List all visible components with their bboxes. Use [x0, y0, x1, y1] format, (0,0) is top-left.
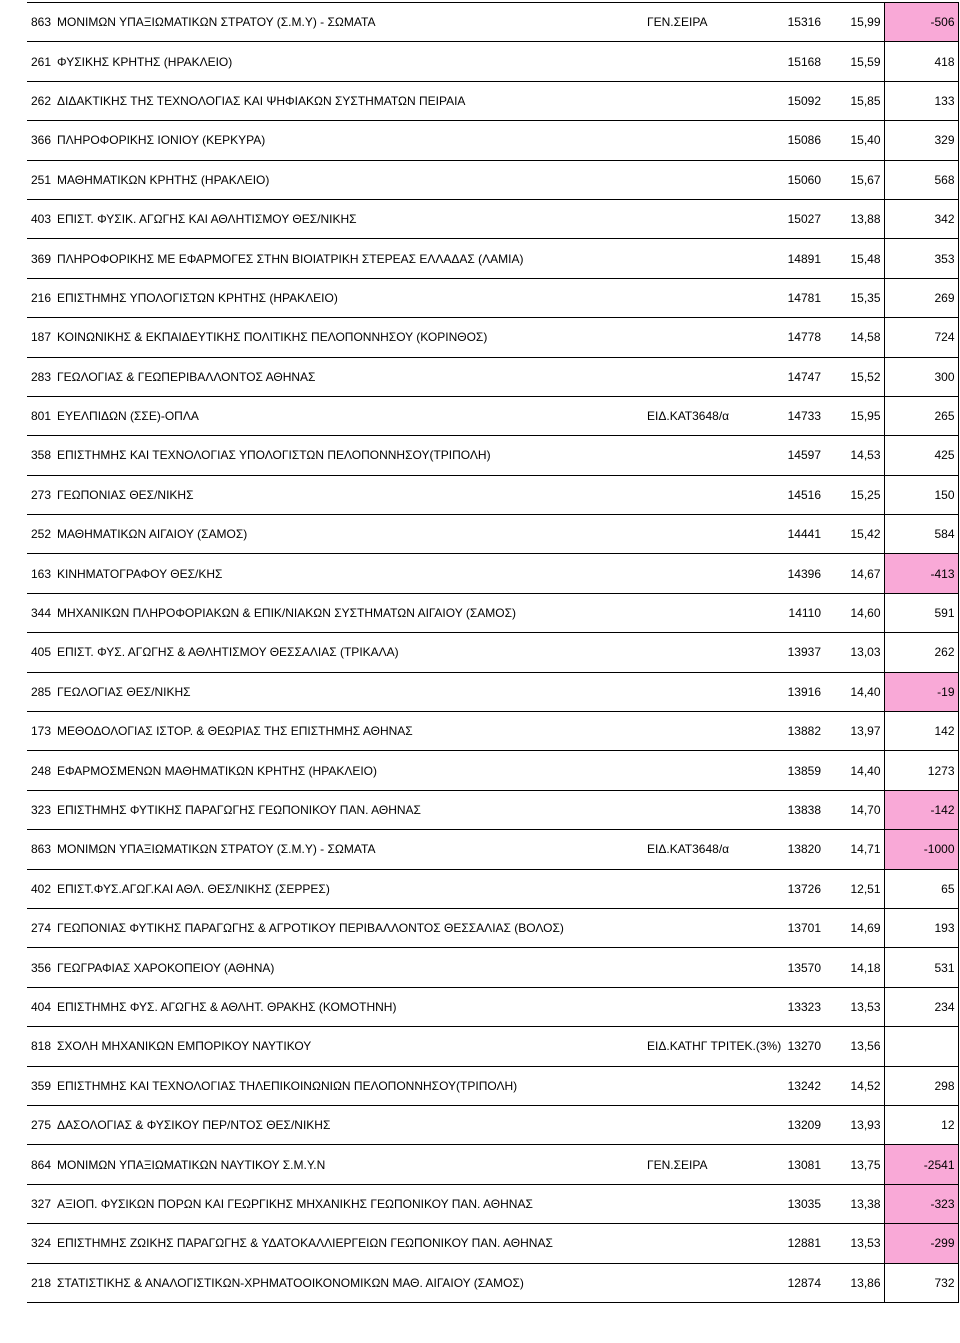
- department-code: 285: [27, 672, 54, 711]
- base-score: 13726: [764, 869, 824, 908]
- base-score: 12881: [764, 1224, 824, 1263]
- score-change: 300: [884, 357, 958, 396]
- weighted-grade: 14,69: [824, 908, 884, 947]
- weighted-grade: 13,56: [824, 1027, 884, 1066]
- department-name: ΓΕΩΛΟΓΙΑΣ ΘΕΣ/ΝΙΚΗΣ: [54, 672, 644, 711]
- table-row: [27, 1027, 958, 1066]
- score-change: 568: [884, 160, 958, 199]
- department-code: 405: [27, 633, 54, 672]
- admission-category: [644, 554, 764, 593]
- department-code: 403: [27, 199, 54, 238]
- score-change: -1000: [884, 830, 958, 869]
- score-change: 353: [884, 239, 958, 278]
- score-change: 418: [884, 42, 958, 81]
- base-score: 14396: [764, 554, 824, 593]
- base-score: 13081: [764, 1145, 824, 1184]
- table-row: [27, 948, 958, 987]
- table-row: [27, 987, 958, 1026]
- department-name: ΕΠΙΣΤΗΜΗΣ ΖΩΙΚΗΣ ΠΑΡΑΓΩΓΗΣ & ΥΔΑΤΟΚΑΛΛΙΕΡΓΕΙΩΝ ΓΕΩΠΟΝΙΚΟΥ ΠΑΝ. ΑΘΗΝΑΣ: [54, 1224, 644, 1263]
- weighted-grade: 13,86: [824, 1263, 884, 1302]
- base-score: 14747: [764, 357, 824, 396]
- table-row: [27, 357, 958, 396]
- department-code: 801: [27, 396, 54, 435]
- table-row: [27, 672, 958, 711]
- weighted-grade: 15,67: [824, 160, 884, 199]
- base-score: 13937: [764, 633, 824, 672]
- weighted-grade: 14,18: [824, 948, 884, 987]
- department-code: 261: [27, 42, 54, 81]
- score-change: 265: [884, 396, 958, 435]
- admission-category: ΓΕΝ.ΣΕΙΡΑ: [644, 3, 764, 42]
- department-code: 344: [27, 593, 54, 632]
- weighted-grade: 14,40: [824, 672, 884, 711]
- score-change: 425: [884, 436, 958, 475]
- score-change: -413: [884, 554, 958, 593]
- department-name: ΜΕΘΟΔΟΛΟΓΙΑΣ ΙΣΤΟΡ. & ΘΕΩΡΙΑΣ ΤΗΣ ΕΠΙΣΤΗΜΗΣ ΑΘΗΝΑΣ: [54, 712, 644, 751]
- department-code: 218: [27, 1263, 54, 1302]
- admission-category: [644, 987, 764, 1026]
- admission-category: [644, 948, 764, 987]
- base-score: 14516: [764, 475, 824, 514]
- table-row: [27, 751, 958, 790]
- department-name: ΕΠΙΣΤΗΜΗΣ ΥΠΟΛΟΓΙΣΤΩΝ ΚΡΗΤΗΣ (ΗΡΑΚΛΕΙΟ): [54, 278, 644, 317]
- score-change: -142: [884, 790, 958, 829]
- admission-category: [644, 436, 764, 475]
- admission-category: [644, 81, 764, 120]
- weighted-grade: 14,53: [824, 436, 884, 475]
- table-row: [27, 790, 958, 829]
- department-code: 262: [27, 81, 54, 120]
- department-name: ΜΟΝΙΜΩΝ ΥΠΑΞΙΩΜΑΤΙΚΩΝ ΣΤΡΑΤΟΥ (Σ.Μ.Υ) - ΣΩΜΑΤΑ: [54, 830, 644, 869]
- weighted-grade: 14,71: [824, 830, 884, 869]
- department-name: ΣΤΑΤΙΣΤΙΚΗΣ & ΑΝΑΛΟΓΙΣΤΙΚΩΝ-ΧΡΗΜΑΤΟΟΙΚΟΝΟΜΙΚΩΝ ΜΑΘ. ΑΙΓΑΙΟΥ (ΣΑΜΟΣ): [54, 1263, 644, 1302]
- weighted-grade: 13,93: [824, 1105, 884, 1144]
- admission-category: [644, 593, 764, 632]
- admission-category: [644, 121, 764, 160]
- department-name: ΦΥΣΙΚΗΣ ΚΡΗΤΗΣ (ΗΡΑΚΛΕΙΟ): [54, 42, 644, 81]
- department-code: 324: [27, 1224, 54, 1263]
- results-table-body: [27, 3, 958, 1303]
- base-score: 13270: [764, 1027, 824, 1066]
- weighted-grade: 14,58: [824, 318, 884, 357]
- score-change: 298: [884, 1066, 958, 1105]
- admission-category: [644, 515, 764, 554]
- department-name: ΕΠΙΣΤ.ΦΥΣ.ΑΓΩΓ.ΚΑΙ ΑΘΛ. ΘΕΣ/ΝΙΚΗΣ (ΣΕΡΡΕΣ): [54, 869, 644, 908]
- weighted-grade: 12,51: [824, 869, 884, 908]
- weighted-grade: 13,53: [824, 987, 884, 1026]
- department-code: 366: [27, 121, 54, 160]
- base-score: 15027: [764, 199, 824, 238]
- base-score: 14110: [764, 593, 824, 632]
- admission-category: [644, 475, 764, 514]
- department-name: ΓΕΩΠΟΝΙΑΣ ΘΕΣ/ΝΙΚΗΣ: [54, 475, 644, 514]
- admission-category: ΕΙΔ.ΚΑΤ3648/α: [644, 830, 764, 869]
- weighted-grade: 13,75: [824, 1145, 884, 1184]
- base-score: 13859: [764, 751, 824, 790]
- table-row: [27, 1263, 958, 1302]
- table-row: [27, 633, 958, 672]
- table-row: [27, 318, 958, 357]
- base-score: 15316: [764, 3, 824, 42]
- admission-category: [644, 1105, 764, 1144]
- score-change: 1273: [884, 751, 958, 790]
- score-change: 724: [884, 318, 958, 357]
- base-score: 15060: [764, 160, 824, 199]
- department-name: ΜΑΘΗΜΑΤΙΚΩΝ ΚΡΗΤΗΣ (ΗΡΑΚΛΕΙΟ): [54, 160, 644, 199]
- department-name: ΓΕΩΛΟΓΙΑΣ & ΓΕΩΠΕΡΙΒΑΛΛΟΝΤΟΣ ΑΘΗΝΑΣ: [54, 357, 644, 396]
- base-score: 14733: [764, 396, 824, 435]
- base-score: 15092: [764, 81, 824, 120]
- department-name: ΚΟΙΝΩΝΙΚΗΣ & ΕΚΠΑΙΔΕΥΤΙΚΗΣ ΠΟΛΙΤΙΚΗΣ ΠΕΛΟΠΟΝΝΗΣΟΥ (ΚΟΡΙΝΘΟΣ): [54, 318, 644, 357]
- department-name: ΠΛΗΡΟΦΟΡΙΚΗΣ ΜΕ ΕΦΑΡΜΟΓΕΣ ΣΤΗΝ ΒΙΟΙΑΤΡΙΚΗ ΣΤΕΡΕΑΣ ΕΛΛΑΔΑΣ (ΛΑΜΙΑ): [54, 239, 644, 278]
- department-name: ΜΑΘΗΜΑΤΙΚΩΝ ΑΙΓΑΙΟΥ (ΣΑΜΟΣ): [54, 515, 644, 554]
- department-name: ΕΠΙΣΤΗΜΗΣ ΦΥΣ. ΑΓΩΓΗΣ & ΑΘΛΗΤ. ΘΡΑΚΗΣ (ΚΟΜΟΤΗΝΗ): [54, 987, 644, 1026]
- weighted-grade: 15,99: [824, 3, 884, 42]
- department-name: ΑΞΙΟΠ. ΦΥΣΙΚΩΝ ΠΟΡΩΝ ΚΑΙ ΓΕΩΡΓΙΚΗΣ ΜΗΧΑΝΙΚΗΣ ΓΕΩΠΟΝΙΚΟΥ ΠΑΝ. ΑΘΗΝΑΣ: [54, 1184, 644, 1223]
- admission-category: [644, 712, 764, 751]
- department-name: ΜΟΝΙΜΩΝ ΥΠΑΞΙΩΜΑΤΙΚΩΝ ΣΤΡΑΤΟΥ (Σ.Μ.Υ) - ΣΩΜΑΤΑ: [54, 3, 644, 42]
- weighted-grade: 14,70: [824, 790, 884, 829]
- table-row: [27, 3, 958, 42]
- results-table: [27, 2, 959, 1303]
- base-score: 13820: [764, 830, 824, 869]
- weighted-grade: 13,38: [824, 1184, 884, 1223]
- base-score: 14778: [764, 318, 824, 357]
- table-row: [27, 869, 958, 908]
- department-code: 818: [27, 1027, 54, 1066]
- base-score: 14781: [764, 278, 824, 317]
- table-row: [27, 121, 958, 160]
- department-code: 327: [27, 1184, 54, 1223]
- base-score: 13882: [764, 712, 824, 751]
- base-score: 13701: [764, 908, 824, 947]
- admission-category: [644, 278, 764, 317]
- admission-category: [644, 869, 764, 908]
- weighted-grade: 14,52: [824, 1066, 884, 1105]
- score-change: 262: [884, 633, 958, 672]
- admission-category: [644, 633, 764, 672]
- admission-category: [644, 790, 764, 829]
- base-score: 13570: [764, 948, 824, 987]
- weighted-grade: 15,59: [824, 42, 884, 81]
- score-change: 584: [884, 515, 958, 554]
- department-name: ΕΥΕΛΠΙΔΩΝ (ΣΣΕ)-ΟΠΛΑ: [54, 396, 644, 435]
- score-change: 329: [884, 121, 958, 160]
- department-code: 356: [27, 948, 54, 987]
- table-row: [27, 475, 958, 514]
- admission-category: [644, 239, 764, 278]
- score-change: [884, 1027, 958, 1066]
- department-code: 283: [27, 357, 54, 396]
- table-row: [27, 1145, 958, 1184]
- admission-category: [644, 160, 764, 199]
- table-row: [27, 712, 958, 751]
- table-row: [27, 515, 958, 554]
- admission-category: [644, 318, 764, 357]
- department-name: ΕΠΙΣΤ. ΦΥΣΙΚ. ΑΓΩΓΗΣ ΚΑΙ ΑΘΛΗΤΙΣΜΟΥ ΘΕΣ/ΝΙΚΗΣ: [54, 199, 644, 238]
- department-name: ΓΕΩΠΟΝΙΑΣ ΦΥΤΙΚΗΣ ΠΑΡΑΓΩΓΗΣ & ΑΓΡΟΤΙΚΟΥ ΠΕΡΙΒΑΛΛΟΝΤΟΣ ΘΕΣΣΑΛΙΑΣ (ΒΟΛΟΣ): [54, 908, 644, 947]
- department-code: 173: [27, 712, 54, 751]
- score-change: 142: [884, 712, 958, 751]
- department-code: 863: [27, 3, 54, 42]
- base-score: 13242: [764, 1066, 824, 1105]
- table-row: [27, 239, 958, 278]
- admission-category: [644, 199, 764, 238]
- department-code: 248: [27, 751, 54, 790]
- department-name: ΠΛΗΡΟΦΟΡΙΚΗΣ ΙΟΝΙΟΥ (ΚΕΡΚΥΡΑ): [54, 121, 644, 160]
- score-change: -323: [884, 1184, 958, 1223]
- table-row: [27, 199, 958, 238]
- score-change: -299: [884, 1224, 958, 1263]
- department-code: 404: [27, 987, 54, 1026]
- weighted-grade: 15,48: [824, 239, 884, 278]
- department-code: 275: [27, 1105, 54, 1144]
- table-row: [27, 1105, 958, 1144]
- table-row: [27, 160, 958, 199]
- weighted-grade: 14,60: [824, 593, 884, 632]
- department-code: 369: [27, 239, 54, 278]
- admission-category: [644, 42, 764, 81]
- table-row: [27, 278, 958, 317]
- base-score: 12874: [764, 1263, 824, 1302]
- admission-category: [644, 1184, 764, 1223]
- department-name: ΕΠΙΣΤΗΜΗΣ ΚΑΙ ΤΕΧΝΟΛΟΓΙΑΣ ΥΠΟΛΟΓΙΣΤΩΝ ΠΕΛΟΠΟΝΝΗΣΟΥ(ΤΡΙΠΟΛΗ): [54, 436, 644, 475]
- score-change: -19: [884, 672, 958, 711]
- score-change: 133: [884, 81, 958, 120]
- weighted-grade: 15,85: [824, 81, 884, 120]
- admission-category: [644, 672, 764, 711]
- weighted-grade: 13,53: [824, 1224, 884, 1263]
- score-change: 732: [884, 1263, 958, 1302]
- department-code: 273: [27, 475, 54, 514]
- score-change: 342: [884, 199, 958, 238]
- base-score: 14891: [764, 239, 824, 278]
- table-row: [27, 593, 958, 632]
- department-name: ΜΟΝΙΜΩΝ ΥΠΑΞΙΩΜΑΤΙΚΩΝ ΝΑΥΤΙΚΟΥ Σ.Μ.Υ.Ν: [54, 1145, 644, 1184]
- department-code: 359: [27, 1066, 54, 1105]
- admission-category: [644, 908, 764, 947]
- department-name: ΜΗΧΑΝΙΚΩΝ ΠΛΗΡΟΦΟΡΙΑΚΩΝ & ΕΠΙΚ/ΝΙΑΚΩΝ ΣΥΣΤΗΜΑΤΩΝ ΑΙΓΑΙΟΥ (ΣΑΜΟΣ): [54, 593, 644, 632]
- weighted-grade: 13,03: [824, 633, 884, 672]
- score-change: 531: [884, 948, 958, 987]
- weighted-grade: 15,95: [824, 396, 884, 435]
- table-row: [27, 81, 958, 120]
- department-code: 864: [27, 1145, 54, 1184]
- department-name: ΣΧΟΛΗ ΜΗΧΑΝΙΚΩΝ ΕΜΠΟΡΙΚΟΥ ΝΑΥΤΙΚΟΥ: [54, 1027, 644, 1066]
- weighted-grade: 15,40: [824, 121, 884, 160]
- table-row: [27, 1224, 958, 1263]
- department-code: 163: [27, 554, 54, 593]
- department-name: ΔΙΔΑΚΤΙΚΗΣ ΤΗΣ ΤΕΧΝΟΛΟΓΙΑΣ ΚΑΙ ΨΗΦΙΑΚΩΝ ΣΥΣΤΗΜΑΤΩΝ ΠΕΙΡΑΙΑ: [54, 81, 644, 120]
- score-change: 65: [884, 869, 958, 908]
- table-row: [27, 396, 958, 435]
- base-score: 13209: [764, 1105, 824, 1144]
- admission-category: [644, 357, 764, 396]
- table-row: [27, 1184, 958, 1223]
- base-score: 13035: [764, 1184, 824, 1223]
- weighted-grade: 15,42: [824, 515, 884, 554]
- weighted-grade: 13,88: [824, 199, 884, 238]
- score-change: 150: [884, 475, 958, 514]
- weighted-grade: 15,52: [824, 357, 884, 396]
- base-score: 13838: [764, 790, 824, 829]
- base-score: 14597: [764, 436, 824, 475]
- base-score: 13323: [764, 987, 824, 1026]
- table-row: [27, 1066, 958, 1105]
- department-code: 216: [27, 278, 54, 317]
- department-code: 187: [27, 318, 54, 357]
- admission-category: [644, 1066, 764, 1105]
- weighted-grade: 15,35: [824, 278, 884, 317]
- score-change: 269: [884, 278, 958, 317]
- weighted-grade: 14,40: [824, 751, 884, 790]
- department-code: 863: [27, 830, 54, 869]
- department-code: 358: [27, 436, 54, 475]
- score-change: 591: [884, 593, 958, 632]
- weighted-grade: 13,97: [824, 712, 884, 751]
- base-score: 14441: [764, 515, 824, 554]
- table-row: [27, 436, 958, 475]
- table-row: [27, 908, 958, 947]
- admission-category: [644, 751, 764, 790]
- score-change: -506: [884, 3, 958, 42]
- score-change: 193: [884, 908, 958, 947]
- admission-category: [644, 1263, 764, 1302]
- weighted-grade: 14,67: [824, 554, 884, 593]
- department-code: 252: [27, 515, 54, 554]
- department-name: ΔΑΣΟΛΟΓΙΑΣ & ΦΥΣΙΚΟΥ ΠΕΡ/ΝΤΟΣ ΘΕΣ/ΝΙΚΗΣ: [54, 1105, 644, 1144]
- admission-category: [644, 1224, 764, 1263]
- admission-category: ΕΙΔ.ΚΑΤΗΓ ΤΡΙΤΕΚ.(3%): [644, 1027, 764, 1066]
- base-score: 15168: [764, 42, 824, 81]
- department-name: ΕΠΙΣΤΗΜΗΣ ΦΥΤΙΚΗΣ ΠΑΡΑΓΩΓΗΣ ΓΕΩΠΟΝΙΚΟΥ ΠΑΝ. ΑΘΗΝΑΣ: [54, 790, 644, 829]
- department-name: ΕΦΑΡΜΟΣΜΕΝΩΝ ΜΑΘΗΜΑΤΙΚΩΝ ΚΡΗΤΗΣ (ΗΡΑΚΛΕΙΟ): [54, 751, 644, 790]
- department-name: ΕΠΙΣΤΗΜΗΣ ΚΑΙ ΤΕΧΝΟΛΟΓΙΑΣ ΤΗΛΕΠΙΚΟΙΝΩΝΙΩΝ ΠΕΛΟΠΟΝΝΗΣΟΥ(ΤΡΙΠΟΛΗ): [54, 1066, 644, 1105]
- department-name: ΓΕΩΓΡΑΦΙΑΣ ΧΑΡΟΚΟΠΕΙΟΥ (ΑΘΗΝΑ): [54, 948, 644, 987]
- score-change: 12: [884, 1105, 958, 1144]
- department-code: 402: [27, 869, 54, 908]
- score-change: -2541: [884, 1145, 958, 1184]
- department-name: ΚΙΝΗΜΑΤΟΓΡΑΦΟΥ ΘΕΣ/ΚΗΣ: [54, 554, 644, 593]
- department-code: 274: [27, 908, 54, 947]
- admission-category: ΕΙΔ.ΚΑΤ3648/α: [644, 396, 764, 435]
- department-code: 323: [27, 790, 54, 829]
- table-row: [27, 830, 958, 869]
- admission-category: ΓΕΝ.ΣΕΙΡΑ: [644, 1145, 764, 1184]
- department-code: 251: [27, 160, 54, 199]
- department-name: ΕΠΙΣΤ. ΦΥΣ. ΑΓΩΓΗΣ & ΑΘΛΗΤΙΣΜΟΥ ΘΕΣΣΑΛΙΑΣ (ΤΡΙΚΑΛΑ): [54, 633, 644, 672]
- base-score: 13916: [764, 672, 824, 711]
- base-score: 15086: [764, 121, 824, 160]
- score-change: 234: [884, 987, 958, 1026]
- weighted-grade: 15,25: [824, 475, 884, 514]
- table-row: [27, 554, 958, 593]
- table-row: [27, 42, 958, 81]
